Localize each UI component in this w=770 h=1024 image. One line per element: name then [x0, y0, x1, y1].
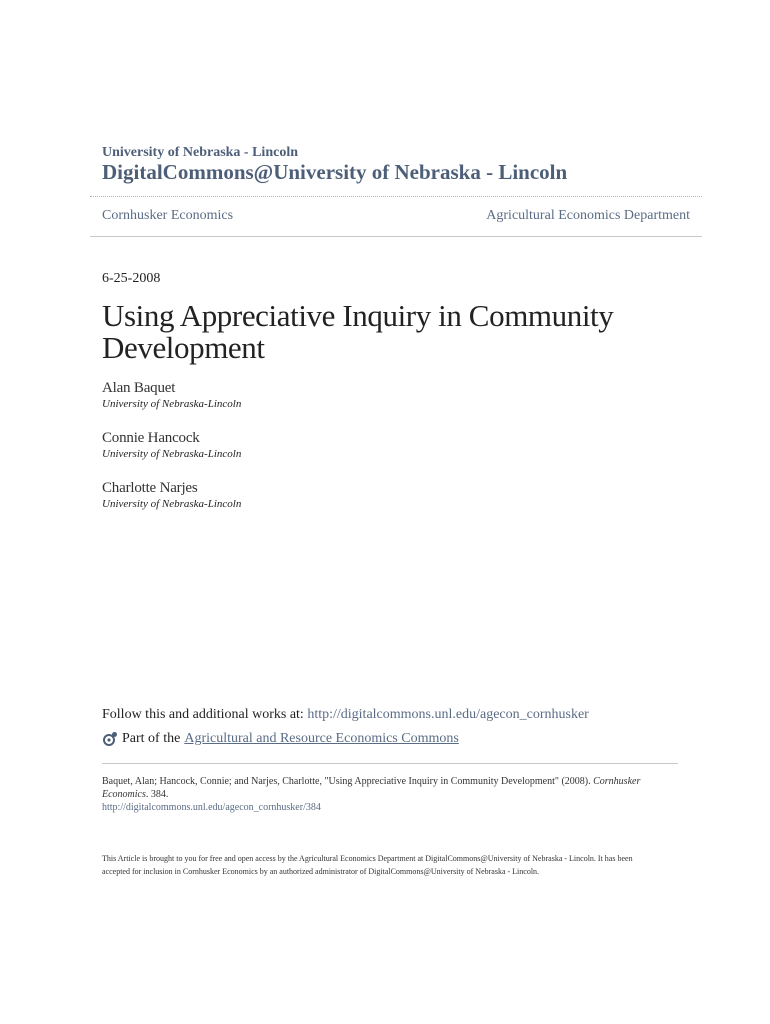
- partof-line: [102, 731, 459, 747]
- citation-journal: Cornhusker Economics: [102, 776, 641, 800]
- author-block: [102, 380, 241, 410]
- author-name[interactable]: Alan Baquet: [102, 380, 176, 396]
- partof-label: Part of the: [122, 731, 181, 746]
- department-link[interactable]: Agricultural Economics Department: [486, 208, 690, 223]
- author-name[interactable]: Charlotte Narjes: [102, 480, 198, 496]
- author-block: [102, 430, 241, 460]
- institution-name: University of Nebraska - Lincoln: [102, 145, 298, 160]
- citation-block: [102, 775, 682, 814]
- divider-header: [90, 236, 702, 237]
- author-block: [102, 480, 241, 510]
- citation-text: Baquet, Alan; Hancock, Connie; and Narjes, Charlotte, "Using Appreciative Inquiry in Community Development" (2008).: [102, 776, 591, 787]
- divider-citation: [102, 763, 678, 764]
- access-notice: This Article is brought to you for free and open access by the Agricultural Economics Department at DigitalCommons@University of Nebraska - Lincoln. It has been accepted for inclusion in Cornhusker Economics by an authorized administrator of DigitalCommons@University of Nebraska - Lincoln.: [102, 854, 633, 876]
- commons-link[interactable]: Agricultural and Resource Economics Commons: [184, 731, 459, 746]
- author-affiliation: University of Nebraska-Lincoln: [102, 448, 242, 460]
- author-affiliation: University of Nebraska-Lincoln: [102, 398, 242, 410]
- follow-line: [102, 707, 589, 723]
- author-name[interactable]: Connie Hancock: [102, 430, 200, 446]
- series-link[interactable]: Cornhusker Economics: [102, 208, 234, 223]
- repository-name[interactable]: DigitalCommons@University of Nebraska - Lincoln: [102, 160, 568, 184]
- article-title: Using Appreciative Inquiry in Community Development: [102, 298, 614, 365]
- publication-date: 6-25-2008: [102, 271, 161, 286]
- follow-url-link[interactable]: http://digitalcommons.unl.edu/agecon_cornhusker: [307, 707, 589, 722]
- citation-url-link[interactable]: http://digitalcommons.unl.edu/agecon_cornhusker/384: [102, 802, 321, 813]
- citation-number: . 384.: [145, 789, 169, 800]
- author-affiliation: University of Nebraska-Lincoln: [102, 498, 242, 510]
- divider-dotted: [90, 196, 702, 197]
- commons-network-icon: [102, 731, 118, 747]
- follow-label: Follow this and additional works at:: [102, 707, 304, 722]
